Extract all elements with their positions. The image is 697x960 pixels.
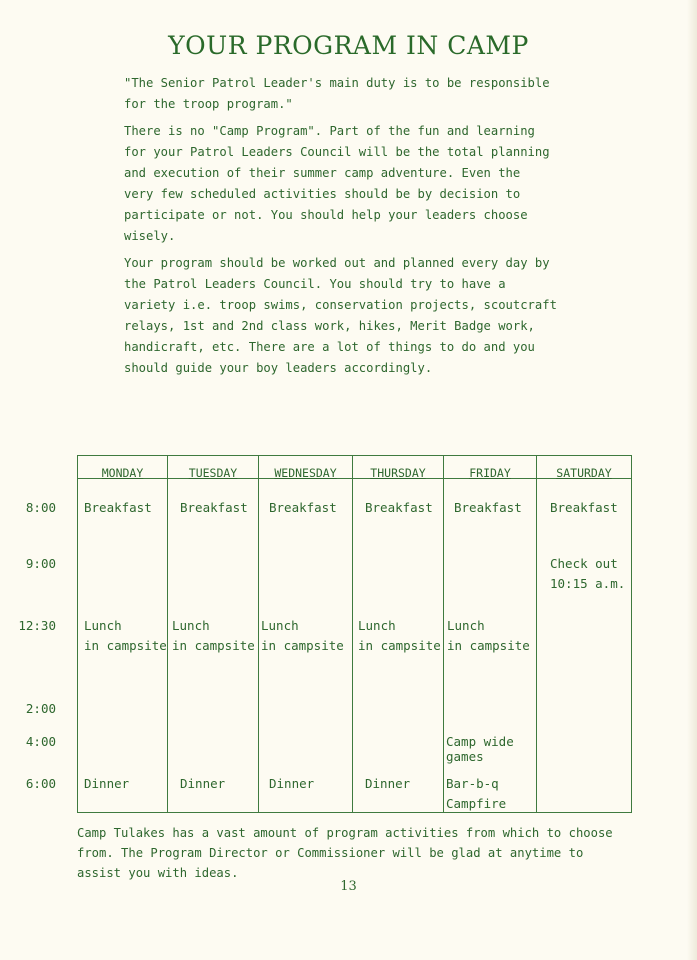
planning-paragraph xyxy=(124,253,594,379)
day-header-tuesday: TUESDAY xyxy=(188,466,238,480)
day-header-thursday: THURSDAY xyxy=(370,466,426,480)
time-label: 12:30 xyxy=(18,618,56,633)
camp-program-paragraph xyxy=(124,121,594,247)
cell-thursday-breakfast: Breakfast xyxy=(365,500,433,515)
cell-saturday-checkout: Check out 10:15 a.m. xyxy=(550,556,626,591)
cell-monday-lunch: Lunch in campsite xyxy=(84,618,167,653)
quote-text: "The Senior Patrol Leader's main duty is to be responsible for the troop program." xyxy=(124,76,550,111)
cell-tuesday-lunch: Lunch in campsite xyxy=(172,618,255,653)
day-header-saturday: SATURDAY xyxy=(556,466,612,480)
time-label: 4:00 xyxy=(25,734,56,749)
day-header-monday: MONDAY xyxy=(101,466,144,480)
cell-friday-camp-games: Camp wide games xyxy=(446,734,514,764)
camp-program-text: There is no "Camp Program". Part of the fun and learning for your Patrol Leaders Council will be the total planning and execution of their summer camp adventure. Even the very few scheduled activities should be by decision to participate or not. You should help your leaders choose wisely. xyxy=(124,124,550,243)
planning-text: Your program should be worked out and planned every day by the Patrol Leaders Council. You should try to have a variety i.e. troop swims, conservation projects, scoutcraft relays, 1st and 2nd class work, hikes, Merit Badge work, handicraft, etc. There are a lot of things to do and you should guide your boy leaders accordingly. xyxy=(124,256,557,375)
table-left-border xyxy=(77,455,78,813)
cell-wednesday-dinner: Dinner xyxy=(269,776,315,791)
page-edge-shadow xyxy=(687,0,697,960)
table-top-border xyxy=(77,455,631,456)
cell-wednesday-lunch: Lunch in campsite xyxy=(261,618,344,653)
column-divider xyxy=(536,455,537,813)
day-header-wednesday: WEDNESDAY xyxy=(274,466,337,480)
cell-wednesday-breakfast: Breakfast xyxy=(269,500,337,515)
footer-paragraph: Camp Tulakes has a vast amount of program activities from which to choose from. The Program Director or Commissioner will be glad at anytime to assist you with ideas. xyxy=(77,826,613,880)
time-label: 9:00 xyxy=(25,556,56,571)
cell-friday-barbq: Bar-b-q Campfire xyxy=(446,776,507,811)
cell-saturday-breakfast: Breakfast xyxy=(550,500,618,515)
page-number: 13 xyxy=(340,879,357,894)
table-right-border xyxy=(631,455,632,813)
quote-paragraph xyxy=(124,73,594,115)
time-label: 6:00 xyxy=(25,776,56,791)
cell-thursday-dinner: Dinner xyxy=(365,776,411,791)
cell-monday-dinner: Dinner xyxy=(84,776,130,791)
column-divider xyxy=(352,455,353,813)
day-header-friday: FRIDAY xyxy=(469,466,511,480)
cell-friday-lunch: Lunch in campsite xyxy=(447,618,530,653)
time-label: 2:00 xyxy=(25,701,56,716)
column-divider xyxy=(258,455,259,813)
cell-tuesday-breakfast: Breakfast xyxy=(180,500,248,515)
cell-friday-breakfast: Breakfast xyxy=(454,500,522,515)
cell-monday-breakfast: Breakfast xyxy=(84,500,152,515)
column-divider xyxy=(443,455,444,813)
table-bottom-border xyxy=(77,812,631,813)
cell-tuesday-dinner: Dinner xyxy=(180,776,226,791)
time-label: 8:00 xyxy=(25,500,56,515)
page-title: YOUR PROGRAM IN CAMP xyxy=(168,30,529,60)
cell-thursday-lunch: Lunch in campsite xyxy=(358,618,441,653)
column-divider xyxy=(167,455,168,813)
